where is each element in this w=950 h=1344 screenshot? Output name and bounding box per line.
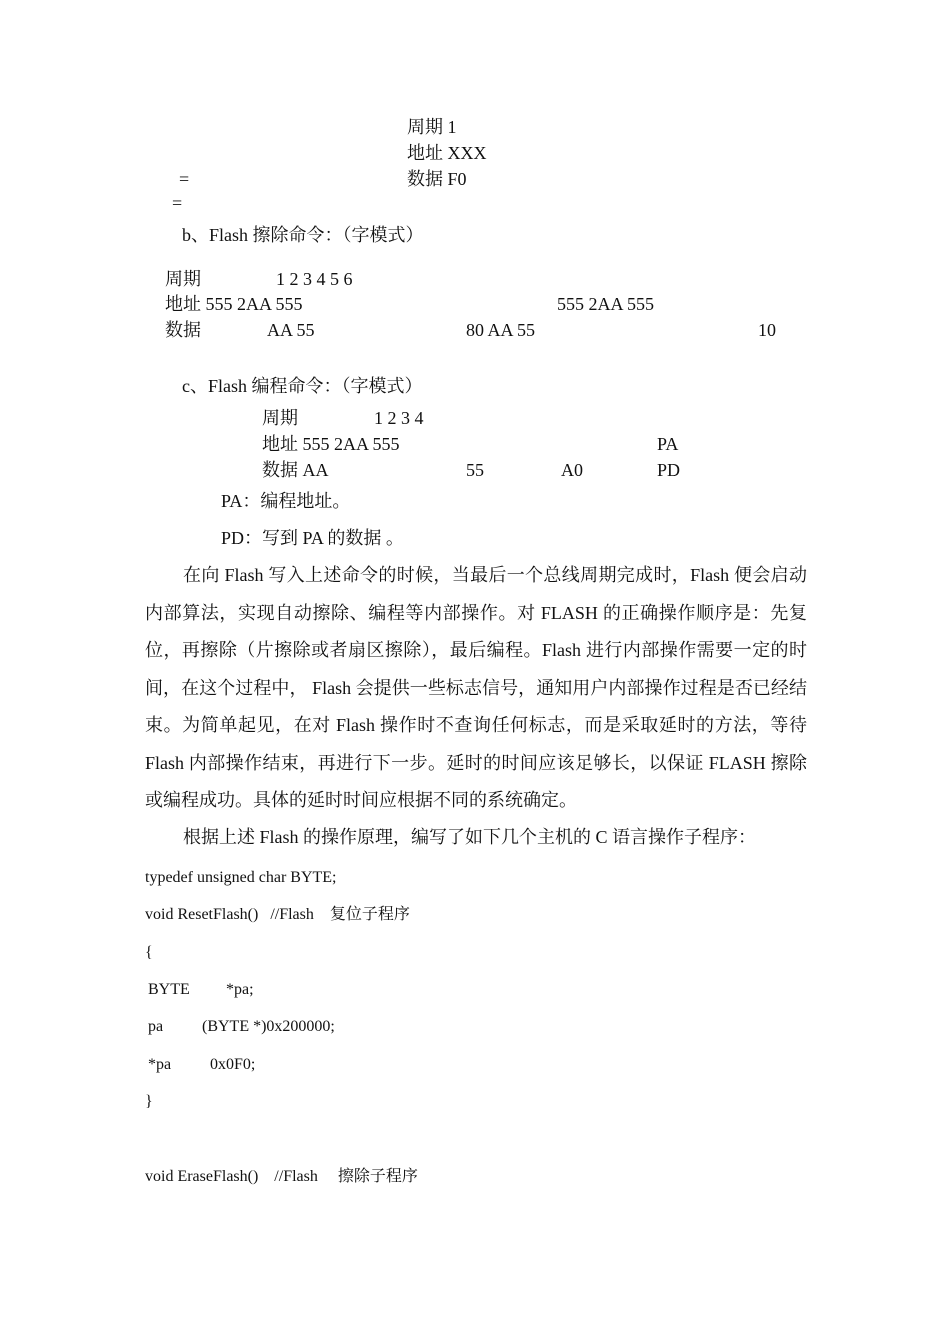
code-line: void EraseFlash() //Flash 擦除子程序 — [145, 1168, 418, 1185]
cycle-label: 周期 — [165, 269, 201, 289]
cycle-label: 周期 — [262, 408, 298, 428]
address-label: 地址 XXX — [407, 143, 487, 163]
cycle-values: 1 2 3 4 — [374, 408, 424, 428]
note-pa: PA：编程地址。 — [221, 491, 351, 511]
code-line: } — [145, 1093, 153, 1110]
code-token: *pa — [148, 1056, 172, 1073]
section-c-heading: c、Flash 编程命令：（字模式） — [182, 376, 423, 396]
note-pd: PD：写到 PA 的数据 。 — [221, 528, 404, 548]
cycle-values: 1 2 3 4 5 6 — [276, 269, 353, 289]
code-token: *pa; — [226, 981, 254, 998]
data-label: 数据 — [165, 320, 201, 340]
data-row: 数据 AA — [262, 460, 329, 480]
address-row: 地址 555 2AA 555 — [165, 294, 303, 314]
section-b-heading: b、Flash 擦除命令：（字模式） — [182, 225, 424, 245]
code-token: pa — [148, 1018, 164, 1035]
code-line: { — [145, 944, 153, 961]
code-token: BYTE — [148, 981, 190, 998]
cycle-label: 周期 1 — [407, 117, 457, 137]
address-row: 555 2AA 555 — [557, 294, 655, 314]
code-token: (BYTE *)0x200000; — [202, 1018, 335, 1035]
data-value: 80 AA 55 — [466, 320, 536, 340]
address-row: 地址 555 2AA 555 — [262, 434, 400, 454]
equals-sign: = — [179, 169, 190, 189]
data-value: PD — [657, 460, 681, 480]
body-paragraph: 根据上述 Flash 的操作原理，编写了如下几个主机的 C 语言操作子程序： — [183, 827, 757, 847]
code-line: void ResetFlash() //Flash 复位子程序 — [145, 906, 410, 923]
code-token: 0x0F0; — [210, 1056, 256, 1073]
data-value: AA 55 — [267, 320, 315, 340]
data-label: 数据 F0 — [407, 169, 467, 189]
code-line: typedef unsigned char BYTE; — [145, 869, 337, 886]
data-value: 10 — [758, 320, 776, 340]
address-row: PA — [657, 434, 679, 454]
equals-sign: = — [172, 193, 183, 213]
data-value: 55 — [466, 460, 484, 480]
data-value: A0 — [561, 460, 583, 480]
body-paragraph: 在向 Flash 写入上述命令的时候，当最后一个总线周期完成时，Flash 便会启动内部算法，实现自动擦除、编程等内部操作。对 FLASH 的正确操作顺序是：先复位，再擦除（片擦除或者扇区擦除），最后编程。Flash 进行内部操作需要一定的时间，在这个过程中， Flash 会提供一些标志信号，通知用户内部操作过程是否已经结束。为简单起见，在对 Flash 操作时不查询任何标志，而是采取延时的方法，等待 Flash 内部操作结束，再进行下一步。延时的时间应该足够长，以保证 FLASH 擦除或编程成功。具体的延时时间应根据不同的系统确定。 — [145, 565, 807, 810]
